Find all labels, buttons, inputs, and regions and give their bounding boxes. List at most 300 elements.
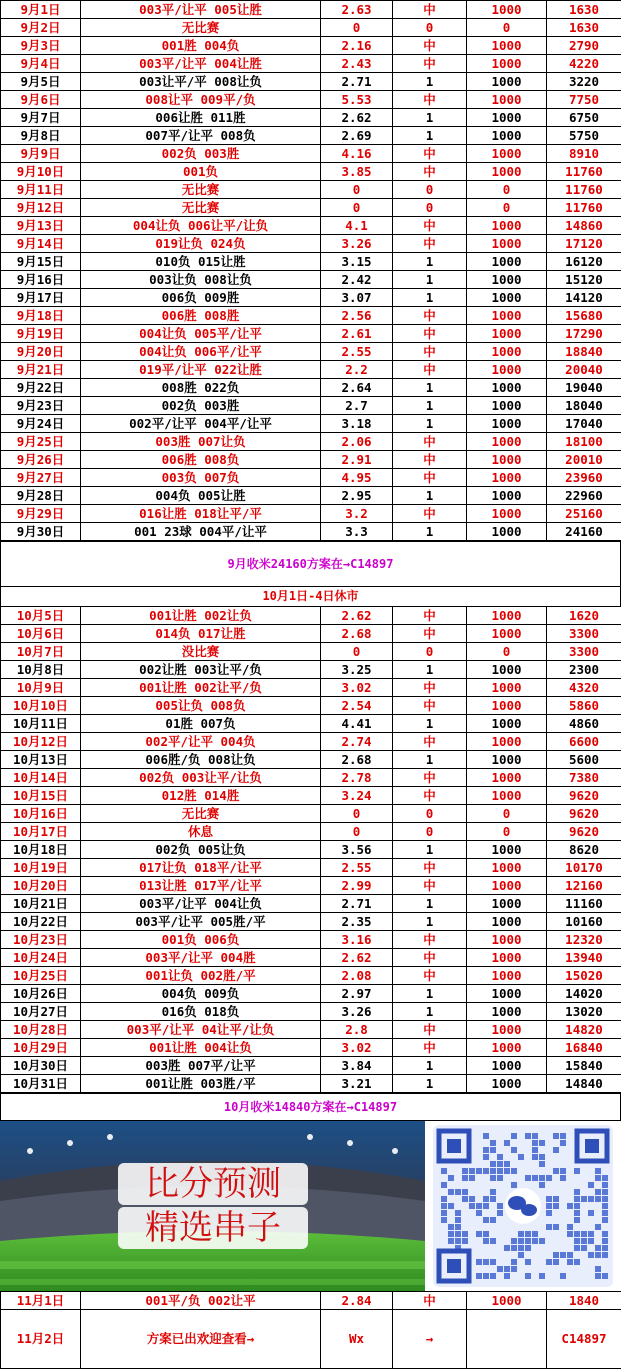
stake-cell: 0	[467, 805, 547, 823]
result-cell: 1	[393, 415, 467, 433]
result-cell: 1	[393, 841, 467, 859]
odds-cell: 2.78	[321, 769, 393, 787]
balance-cell: 4860	[547, 715, 621, 733]
odds-cell: 3.02	[321, 1039, 393, 1057]
result-cell: 中	[393, 931, 467, 949]
stake-cell: 1000	[467, 469, 547, 487]
result-cell: 1	[393, 523, 467, 541]
balance-cell: 18100	[547, 433, 621, 451]
record-row	[1, 967, 621, 985]
date-cell: 9月9日	[1, 145, 81, 163]
record-row	[1, 361, 621, 379]
pick-cell: 004让负 006让平/让负	[81, 217, 321, 235]
date-cell: 10月23日	[1, 931, 81, 949]
result-cell: 0	[393, 19, 467, 37]
stake-cell: 0	[467, 181, 547, 199]
record-row	[1, 73, 621, 91]
result-cell: 1	[393, 397, 467, 415]
odds-cell: 4.41	[321, 715, 393, 733]
stake-cell: 1000	[467, 607, 547, 625]
date-cell: 9月13日	[1, 217, 81, 235]
date-cell: 9月8日	[1, 127, 81, 145]
balance-cell: 3300	[547, 643, 621, 661]
result-cell: 中	[393, 967, 467, 985]
odds-cell: 0	[321, 805, 393, 823]
promo-title-2: 精选串子	[118, 1207, 308, 1249]
date-cell: 10月7日	[1, 643, 81, 661]
date-cell: 9月1日	[1, 1, 81, 19]
odds-cell: 3.16	[321, 931, 393, 949]
record-row	[1, 397, 621, 415]
odds-cell: 2.69	[321, 127, 393, 145]
balance-cell: 3300	[547, 625, 621, 643]
record-row	[1, 523, 621, 541]
odds-cell: 2.64	[321, 379, 393, 397]
stake-cell: 1000	[467, 163, 547, 181]
pick-cell: 004负 005让胜	[81, 487, 321, 505]
pick-cell: 016负 018负	[81, 1003, 321, 1021]
stake-cell: 1000	[467, 217, 547, 235]
stake-cell	[467, 1310, 547, 1369]
odds-cell: 4.95	[321, 469, 393, 487]
result-cell: 1	[393, 751, 467, 769]
date-cell: 10月28日	[1, 1021, 81, 1039]
result-cell: 1	[393, 379, 467, 397]
stake-cell: 0	[467, 199, 547, 217]
stake-cell: 1000	[467, 751, 547, 769]
stake-cell: 1000	[467, 271, 547, 289]
date-cell: 9月20日	[1, 343, 81, 361]
date-cell: 9月5日	[1, 73, 81, 91]
pick-cell: 014负 017让胜	[81, 625, 321, 643]
date-cell: 9月27日	[1, 469, 81, 487]
odds-cell: 3.3	[321, 523, 393, 541]
balance-cell: 16840	[547, 1039, 621, 1057]
date-cell: 10月15日	[1, 787, 81, 805]
record-row	[1, 697, 621, 715]
odds-cell: 2.62	[321, 109, 393, 127]
pick-cell: 无比赛	[81, 199, 321, 217]
balance-cell: 19040	[547, 379, 621, 397]
odds-cell: 2.95	[321, 487, 393, 505]
record-row	[1, 307, 621, 325]
stake-cell: 1000	[467, 661, 547, 679]
pick-cell: 003平/让平 04让平/让负	[81, 1021, 321, 1039]
balance-cell: 7750	[547, 91, 621, 109]
result-cell: 中	[393, 91, 467, 109]
odds-cell: 3.25	[321, 661, 393, 679]
date-cell: 9月16日	[1, 271, 81, 289]
pick-cell: 休息	[81, 823, 321, 841]
pick-cell: 003胜 007平/让平	[81, 1057, 321, 1075]
balance-cell: 4220	[547, 55, 621, 73]
result-cell: 中	[393, 1, 467, 19]
stake-cell: 1000	[467, 109, 547, 127]
record-row	[1, 37, 621, 55]
balance-cell: 15840	[547, 1057, 621, 1075]
stake-cell: 1000	[467, 505, 547, 523]
record-row	[1, 1292, 621, 1310]
record-row	[1, 877, 621, 895]
date-cell: 9月6日	[1, 91, 81, 109]
stake-cell: 1000	[467, 1075, 547, 1093]
pick-cell: 013让胜 017平/让平	[81, 877, 321, 895]
date-cell: 10月30日	[1, 1057, 81, 1075]
result-cell: 1	[393, 895, 467, 913]
stake-cell: 1000	[467, 289, 547, 307]
pick-cell: 010负 015让胜	[81, 253, 321, 271]
result-cell: 1	[393, 715, 467, 733]
result-cell: 中	[393, 451, 467, 469]
pick-cell: 012胜 014胜	[81, 787, 321, 805]
odds-cell: 2.68	[321, 751, 393, 769]
date-cell: 9月14日	[1, 235, 81, 253]
balance-cell: 9620	[547, 805, 621, 823]
result-cell: 中	[393, 235, 467, 253]
result-cell: 中	[393, 733, 467, 751]
odds-cell: 2.55	[321, 859, 393, 877]
record-row	[1, 805, 621, 823]
pick-cell: 005让负 008负	[81, 697, 321, 715]
result-cell: 中	[393, 607, 467, 625]
balance-cell: 22960	[547, 487, 621, 505]
stake-cell: 1000	[467, 397, 547, 415]
balance-cell: 5600	[547, 751, 621, 769]
pick-cell: 004负 009负	[81, 985, 321, 1003]
result-cell: 1	[393, 661, 467, 679]
pick-cell: 003让平/平 008让负	[81, 73, 321, 91]
record-row	[1, 931, 621, 949]
odds-cell: 3.26	[321, 1003, 393, 1021]
result-cell: 中	[393, 949, 467, 967]
record-row	[1, 325, 621, 343]
odds-cell: 2.06	[321, 433, 393, 451]
stake-cell: 1000	[467, 55, 547, 73]
result-cell: 1	[393, 1003, 467, 1021]
result-cell: 0	[393, 823, 467, 841]
date-cell: 9月2日	[1, 19, 81, 37]
odds-cell: 2.8	[321, 1021, 393, 1039]
stake-cell: 1000	[467, 1292, 547, 1310]
odds-cell: 2.35	[321, 913, 393, 931]
record-row	[1, 145, 621, 163]
stake-cell: 1000	[467, 127, 547, 145]
balance-cell: 11760	[547, 181, 621, 199]
stake-cell: 1000	[467, 361, 547, 379]
odds-cell: 2.43	[321, 55, 393, 73]
date-cell: 10月6日	[1, 625, 81, 643]
record-row	[1, 199, 621, 217]
odds-cell: 2.97	[321, 985, 393, 1003]
date-cell: 10月18日	[1, 841, 81, 859]
record-row	[1, 289, 621, 307]
record-row	[1, 163, 621, 181]
date-cell: 10月19日	[1, 859, 81, 877]
record-row	[1, 217, 621, 235]
date-cell: 9月24日	[1, 415, 81, 433]
stake-cell: 1000	[467, 145, 547, 163]
stake-cell: 1000	[467, 1021, 547, 1039]
stake-cell: 1000	[467, 91, 547, 109]
result-cell: 1	[393, 1075, 467, 1093]
pick-cell: 002让胜 003让平/负	[81, 661, 321, 679]
result-cell: 中	[393, 679, 467, 697]
odds-cell: 2.62	[321, 607, 393, 625]
balance-cell: 10170	[547, 859, 621, 877]
balance-cell: 1630	[547, 1, 621, 19]
odds-cell: 3.02	[321, 679, 393, 697]
balance-cell: 12320	[547, 931, 621, 949]
odds-cell: 3.85	[321, 163, 393, 181]
date-cell: 9月11日	[1, 181, 81, 199]
pick-cell: 003胜 007让负	[81, 433, 321, 451]
balance-cell: 11160	[547, 895, 621, 913]
record-row	[1, 661, 621, 679]
result-cell: 中	[393, 145, 467, 163]
result-cell: 1	[393, 73, 467, 91]
pick-cell: 006胜 008负	[81, 451, 321, 469]
date-cell: 10月9日	[1, 679, 81, 697]
pick-cell: 003让负 008让负	[81, 271, 321, 289]
pick-cell: 001负	[81, 163, 321, 181]
date-cell: 10月25日	[1, 967, 81, 985]
date-cell: 10月22日	[1, 913, 81, 931]
stake-cell: 1000	[467, 877, 547, 895]
odds-cell: 2.61	[321, 325, 393, 343]
balance-cell: 8910	[547, 145, 621, 163]
balance-cell: 15680	[547, 307, 621, 325]
odds-cell: 0	[321, 199, 393, 217]
record-row	[1, 679, 621, 697]
odds-cell: 2.42	[321, 271, 393, 289]
date-cell: 10月10日	[1, 697, 81, 715]
odds-cell: 3.26	[321, 235, 393, 253]
stake-cell: 1000	[467, 1, 547, 19]
date-cell: 9月10日	[1, 163, 81, 181]
record-row	[1, 949, 621, 967]
stake-cell: 1000	[467, 859, 547, 877]
odds-cell: 0	[321, 823, 393, 841]
september-summary: 9月收米24160方案在→C14897	[0, 541, 621, 587]
stake-cell: 0	[467, 823, 547, 841]
balance-cell: 1620	[547, 607, 621, 625]
balance-cell: 10160	[547, 913, 621, 931]
result-cell: 中	[393, 859, 467, 877]
record-row	[1, 841, 621, 859]
odds-cell: 2.55	[321, 343, 393, 361]
result-cell: 0	[393, 643, 467, 661]
odds-cell: 3.2	[321, 505, 393, 523]
result-cell: 1	[393, 913, 467, 931]
odds-cell: 3.24	[321, 787, 393, 805]
pick-cell: 019平/让平 022让胜	[81, 361, 321, 379]
pick-cell: 003负 007负	[81, 469, 321, 487]
result-cell: 中	[393, 307, 467, 325]
date-cell: 9月28日	[1, 487, 81, 505]
pick-cell: 017让负 018平/让平	[81, 859, 321, 877]
balance-cell: 14820	[547, 1021, 621, 1039]
date-cell: 10月8日	[1, 661, 81, 679]
pick-cell: 002平/让平 004平/让平	[81, 415, 321, 433]
pick-cell: 无比赛	[81, 19, 321, 37]
record-row	[1, 913, 621, 931]
odds-cell: 2.54	[321, 697, 393, 715]
stake-cell: 1000	[467, 1057, 547, 1075]
september-table	[0, 0, 621, 541]
balance-cell: 14840	[547, 1075, 621, 1093]
balance-cell: 15020	[547, 967, 621, 985]
stake-cell: 1000	[467, 913, 547, 931]
odds-cell: 2.84	[321, 1292, 393, 1310]
date-cell: 10月16日	[1, 805, 81, 823]
record-row	[1, 433, 621, 451]
result-cell: 1	[393, 253, 467, 271]
result-cell: →	[393, 1310, 467, 1369]
record-row	[1, 625, 621, 643]
odds-cell: Wx	[321, 1310, 393, 1369]
stake-cell: 1000	[467, 787, 547, 805]
pick-cell: 007平/让平 008负	[81, 127, 321, 145]
pick-cell: 001让胜 002让负	[81, 607, 321, 625]
result-cell: 1	[393, 1057, 467, 1075]
record-row	[1, 451, 621, 469]
stake-cell: 1000	[467, 253, 547, 271]
stake-cell: 1000	[467, 679, 547, 697]
record-row	[1, 271, 621, 289]
result-cell: 中	[393, 625, 467, 643]
stake-cell: 1000	[467, 949, 547, 967]
balance-cell: 16120	[547, 253, 621, 271]
record-row	[1, 469, 621, 487]
stake-cell: 1000	[467, 985, 547, 1003]
balance-cell: 13940	[547, 949, 621, 967]
odds-cell: 2.16	[321, 37, 393, 55]
pick-cell: 001平/负 002让平	[81, 1292, 321, 1310]
record-row	[1, 1057, 621, 1075]
stake-cell: 1000	[467, 73, 547, 91]
stake-cell: 1000	[467, 967, 547, 985]
record-row	[1, 787, 621, 805]
date-cell: 10月14日	[1, 769, 81, 787]
stake-cell: 1000	[467, 37, 547, 55]
result-cell: 中	[393, 343, 467, 361]
pick-cell: 001负 006负	[81, 931, 321, 949]
record-row	[1, 379, 621, 397]
pick-cell: 003平/让平 005胜/平	[81, 913, 321, 931]
result-cell: 中	[393, 55, 467, 73]
balance-cell: 17120	[547, 235, 621, 253]
balance-cell: 12160	[547, 877, 621, 895]
october-holiday-note: 10月1日-4日休市	[0, 586, 621, 607]
record-row	[1, 505, 621, 523]
balance-cell: 1630	[547, 19, 621, 37]
balance-cell: 23960	[547, 469, 621, 487]
pick-cell: 006让胜 011胜	[81, 109, 321, 127]
date-cell: 10月13日	[1, 751, 81, 769]
record-row	[1, 1, 621, 19]
stake-cell: 1000	[467, 433, 547, 451]
balance-cell: 15120	[547, 271, 621, 289]
result-cell: 中	[393, 469, 467, 487]
balance-cell: 17040	[547, 415, 621, 433]
result-cell: 0	[393, 199, 467, 217]
result-cell: 中	[393, 37, 467, 55]
result-cell: 0	[393, 805, 467, 823]
stake-cell: 1000	[467, 715, 547, 733]
record-row	[1, 253, 621, 271]
pick-cell: 004让负 005平/让平	[81, 325, 321, 343]
pick-cell: 006胜 008胜	[81, 307, 321, 325]
pick-cell: 016让胜 018让平/平	[81, 505, 321, 523]
balance-cell: 17290	[547, 325, 621, 343]
date-cell: 10月12日	[1, 733, 81, 751]
result-cell: 中	[393, 1292, 467, 1310]
result-cell: 中	[393, 505, 467, 523]
pick-cell: 001 23球 004平/让平	[81, 523, 321, 541]
odds-cell: 4.1	[321, 217, 393, 235]
balance-cell: 18040	[547, 397, 621, 415]
date-cell: 10月17日	[1, 823, 81, 841]
stake-cell: 0	[467, 643, 547, 661]
result-cell: 1	[393, 127, 467, 145]
record-row	[1, 1021, 621, 1039]
pick-cell: 006负 009胜	[81, 289, 321, 307]
october-table	[0, 606, 621, 1093]
promo-title-1: 比分预测	[118, 1163, 308, 1205]
odds-cell: 3.07	[321, 289, 393, 307]
stake-cell: 1000	[467, 841, 547, 859]
date-cell: 10月5日	[1, 607, 81, 625]
pick-cell: 003平/让平 004让负	[81, 895, 321, 913]
odds-cell: 0	[321, 643, 393, 661]
stake-cell: 1000	[467, 1003, 547, 1021]
pick-cell: 002负 005让负	[81, 841, 321, 859]
balance-cell: 9620	[547, 787, 621, 805]
odds-cell: 3.84	[321, 1057, 393, 1075]
odds-cell: 0	[321, 181, 393, 199]
pick-cell: 无比赛	[81, 805, 321, 823]
record-row	[1, 859, 621, 877]
record-row	[1, 733, 621, 751]
pick-cell: 006胜/负 008让负	[81, 751, 321, 769]
balance-cell: 14860	[547, 217, 621, 235]
pick-cell: 001让负 002胜/平	[81, 967, 321, 985]
record-row	[1, 19, 621, 37]
odds-cell: 2.71	[321, 73, 393, 91]
date-cell: 11月1日	[1, 1292, 81, 1310]
date-cell: 9月25日	[1, 433, 81, 451]
balance-cell: 4320	[547, 679, 621, 697]
pick-cell: 002负 003胜	[81, 145, 321, 163]
odds-cell: 2.74	[321, 733, 393, 751]
date-cell: 9月26日	[1, 451, 81, 469]
pick-cell: 002负 003让平/让负	[81, 769, 321, 787]
odds-cell: 0	[321, 19, 393, 37]
record-row	[1, 769, 621, 787]
stadium-image	[0, 1121, 425, 1291]
date-cell: 10月27日	[1, 1003, 81, 1021]
odds-cell: 3.56	[321, 841, 393, 859]
odds-cell: 5.53	[321, 91, 393, 109]
stake-cell: 1000	[467, 769, 547, 787]
balance-cell: 14120	[547, 289, 621, 307]
pick-cell: 001让胜 004让负	[81, 1039, 321, 1057]
stake-cell: 1000	[467, 931, 547, 949]
result-cell: 1	[393, 289, 467, 307]
stake-cell: 1000	[467, 733, 547, 751]
result-cell: 中	[393, 217, 467, 235]
november-table	[0, 1291, 621, 1369]
